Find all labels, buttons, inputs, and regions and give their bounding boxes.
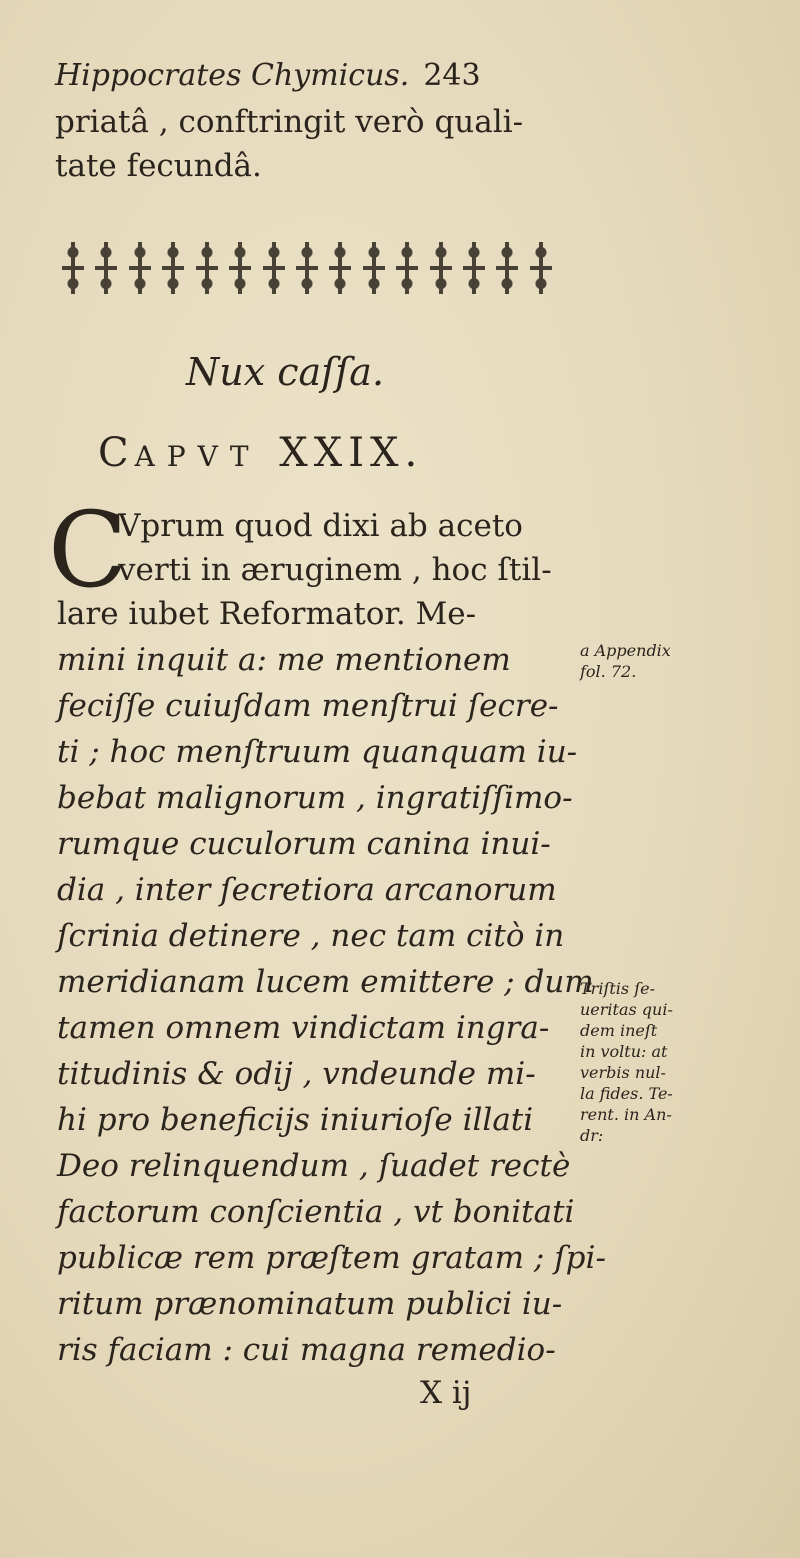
fleuron-icon — [263, 242, 285, 294]
text-line: factorum conſcientia , vt bonitati — [57, 1194, 575, 1230]
decorative-ornament-band — [62, 236, 552, 300]
margin-note-line: dr: — [580, 1126, 604, 1145]
chapter-word-initial: C — [98, 430, 135, 476]
margin-note-line: dem ineſt — [580, 1021, 658, 1040]
text-line: verti in æruginem , hoc ſtil- — [118, 552, 552, 588]
text-line: bebat malignorum , ingratiſſimo- — [57, 780, 573, 816]
text-line: ſcrinia detinere , nec tam citò in — [57, 918, 565, 954]
fleuron-icon — [430, 242, 452, 294]
text-line: mini inquit a: me mentionem — [57, 642, 511, 678]
text-line: ritum prænominatum publici iu- — [57, 1286, 563, 1322]
text-line: rumque cuculorum canina inui- — [57, 826, 551, 862]
fleuron-icon — [129, 242, 151, 294]
fleuron-icon — [363, 242, 385, 294]
fleuron-icon — [329, 242, 351, 294]
margin-note-line: fol. 72. — [580, 662, 637, 681]
fleuron-icon — [496, 242, 518, 294]
text-line: hi pro beneficijs iniurioſe illati — [57, 1102, 534, 1138]
fleuron-icon — [229, 242, 251, 294]
margin-note-line: in voltu: at — [580, 1042, 668, 1061]
chapter-heading — [98, 430, 423, 476]
margin-note-line: a Appendix — [580, 641, 671, 660]
running-head-title: Hippocrates Chymicus. — [55, 58, 410, 93]
chapter-numeral: XXIX. — [279, 430, 424, 476]
drop-cap: C — [48, 489, 128, 611]
opening-line-1: priatâ , conftringit verò quali- — [55, 104, 524, 140]
running-head — [55, 58, 555, 93]
text-line: titudinis & odij , vndeunde mi- — [57, 1056, 536, 1092]
page-number: 243 — [423, 58, 481, 93]
text-line: dia , inter ſecretiora arcanorum — [57, 872, 557, 908]
opening-line-2: tate fecundâ. — [55, 148, 262, 184]
text-line: lare iubet Reformator. Me- — [57, 596, 477, 632]
fleuron-icon — [196, 242, 218, 294]
margin-note-appendix — [580, 640, 671, 682]
text-line: Deo relinquendum , ſuadet rectè — [57, 1148, 571, 1184]
margin-note-line: rent. in An- — [580, 1105, 672, 1124]
margin-note-line: Triſtis ſe- — [580, 979, 655, 998]
fleuron-icon — [463, 242, 485, 294]
text-line: meridianam lucem emittere ; dum — [57, 964, 594, 1000]
margin-note-line: verbis nul- — [580, 1063, 666, 1082]
fleuron-icon — [62, 242, 84, 294]
signature-mark: X ij — [420, 1375, 472, 1411]
text-line: ti ; hoc menſtruum quanquam iu- — [57, 734, 578, 770]
section-title: Nux caſſa. — [186, 350, 385, 394]
text-line: Vprum quod dixi ab aceto — [118, 508, 523, 544]
fleuron-icon — [95, 242, 117, 294]
margin-note-line: ueritas qui- — [580, 1000, 673, 1019]
margin-note-terence — [580, 978, 673, 1146]
fleuron-icon — [162, 242, 184, 294]
margin-note-line: la fides. Te- — [580, 1084, 673, 1103]
fleuron-icon — [530, 242, 552, 294]
text-line: ris faciam : cui magna remedio- — [57, 1332, 556, 1368]
fleuron-icon — [296, 242, 318, 294]
chapter-word-rest: APVT — [134, 440, 261, 473]
text-line: tamen omnem vindictam ingra- — [57, 1010, 550, 1046]
fleuron-icon — [396, 242, 418, 294]
text-line: publicæ rem præſtem gratam ; ſpi- — [57, 1240, 606, 1276]
text-line: feciſſe cuiuſdam menſtrui ſecre- — [57, 688, 559, 724]
